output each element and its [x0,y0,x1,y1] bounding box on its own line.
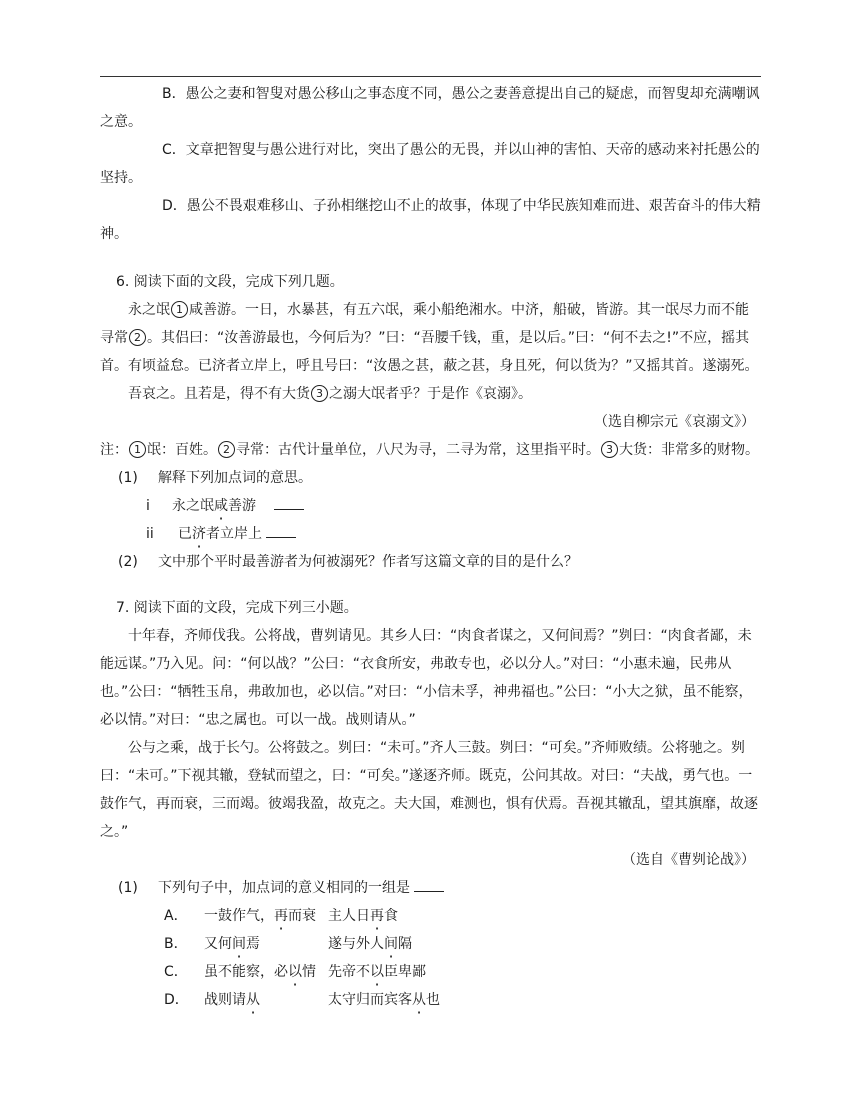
q5-option-d: D．愚公不畏艰难移山、子孙相继挖山不止的故事，体现了中华民族知难而进、艰苦奋斗的伟大精神。 [100,198,761,242]
q7-source: （选自《曹刿论战》） [622,852,755,868]
footnote-marker: 3 [601,441,618,458]
q6-sub1-item-i: i 永之氓咸善游 [100,492,761,520]
emphasis-dot-word: 再 [370,908,384,924]
q7-option[interactable]: A． 一鼓作气，再而衰 主人日再食 [164,908,398,924]
answer-blank[interactable] [414,875,444,892]
q5-option-c: C．文章把智叟与愚公进行对比，突出了愚公的无畏，并以山神的害怕、天帝的感动来衬托愚公的坚持。 [100,142,760,186]
document-page [100,80,761,1014]
q6-sub1-item-ii: ii 已济者立岸上 [100,520,761,548]
q7-option[interactable]: C． 虽不能察，必以情 先帝不以臣卑鄙 [164,964,426,980]
q7-option[interactable]: B． 又何间焉 遂与外人间隔 [164,936,412,952]
footnote-marker: 1 [129,441,146,458]
top-rule [100,76,761,77]
q6-passage-p1: 永之氓 1 咸善游。一日，水暴甚，有五六氓，乘小船绝湘水。中济，船破，皆游。其一氓尽力而不能寻常 2 。其侣曰：“汝善游最也，今何后为？”曰：“吾腰千钱，重，是以后。”曰：“何不去之!”不应，摇其首。有顷益怠。已济者立岸上，呼且号曰：“汝愚之甚，蔽之甚，身且死，何以货为？”又摇其首。遂溺死。 [100,302,759,374]
footnote-marker: 3 [311,385,328,402]
q7-heading: 7. 阅读下面的文段，完成下列三小题。 [116,600,358,616]
q6-sub1: (1) 解释下列加点词的意思。 [118,470,312,486]
emphasis-dot-word: 从 [412,992,426,1008]
q6-passage-p2: 吾哀之。且若是，得不有大货 3 之溺大氓者乎？于是作《哀溺》。 [128,386,532,402]
answer-blank[interactable] [266,521,296,538]
q6-notes: 注： 1 氓：百姓。 2 寻常：古代计量单位，八尺为寻，二寻为常，这里指平时。 3 大货：非常多的财物。 [100,442,759,458]
q6-sub2: (2) 文中那个平时最善游者为何被溺死？作者写这篇文章的目的是什么？ [118,554,578,570]
footnote-marker: 2 [218,441,235,458]
emphasis-dot-word: 以 [370,964,384,980]
q7-passage-p2: 公与之乘，战于长勺。公将鼓之。刿曰：“未可。”齐人三鼓。刿曰：“可矣。”齐师败绩。公将驰之。刿曰：“未可。”下视其辙，登轼而望之，曰：“可矣。”遂逐齐师。既克，公问其故。对曰：“夫战，勇气也。一鼓作气，再而衰，三而竭。彼竭我盈，故克之。夫大国，难测也，惧有伏焉。吾视其辙乱，望其旗靡，故逐之。” [100,740,758,840]
footnote-marker: 1 [171,301,188,318]
emphasis-dot-word: 间 [384,936,398,952]
q7-sub1: (1) 下列句子中，加点词的意义相同的一组是 [100,874,761,902]
q7-option[interactable]: D． 战则请从 太守归而宾客从也 [164,992,440,1008]
emphasis-dot-word: 咸 [214,498,228,514]
q5-option-b: B．愚公之妻和智叟对愚公移山之事态度不同，愚公之妻善意提出自己的疑虑，而智叟却充满嘲讽之意。 [100,86,760,130]
emphasis-dot-word: 从 [246,992,260,1008]
q7-passage-p1: 十年春，齐师伐我。公将战，曹刿请见。其乡人曰：“肉食者谋之，又何间焉？”刿曰：“肉食者鄙，未能远谋。”乃入见。问：“何以战？”公曰：“衣食所安，弗敢专也，必以分人。”对曰：“小惠未遍，民弗从也。”公曰：“牺牲玉帛，弗敢加也，必以信。”对曰：“小信未孚，神弗福也。”公曰：“小大之狱，虽不能察，必以情。”对曰：“忠之属也。可以一战。战则请从。” [100,628,753,728]
answer-blank[interactable] [274,493,304,510]
footnote-marker: 2 [129,329,146,346]
q6-source: （选自柳宗元《哀溺文》） [594,414,755,430]
emphasis-dot-word: 间 [232,936,246,952]
emphasis-dot-word: 以 [288,964,302,980]
q7-options [100,902,761,1014]
emphasis-dot-word: 再 [274,908,288,924]
q6-heading: 6. 阅读下面的文段，完成下列几题。 [116,274,344,290]
emphasis-dot-word: 济 [192,526,206,542]
